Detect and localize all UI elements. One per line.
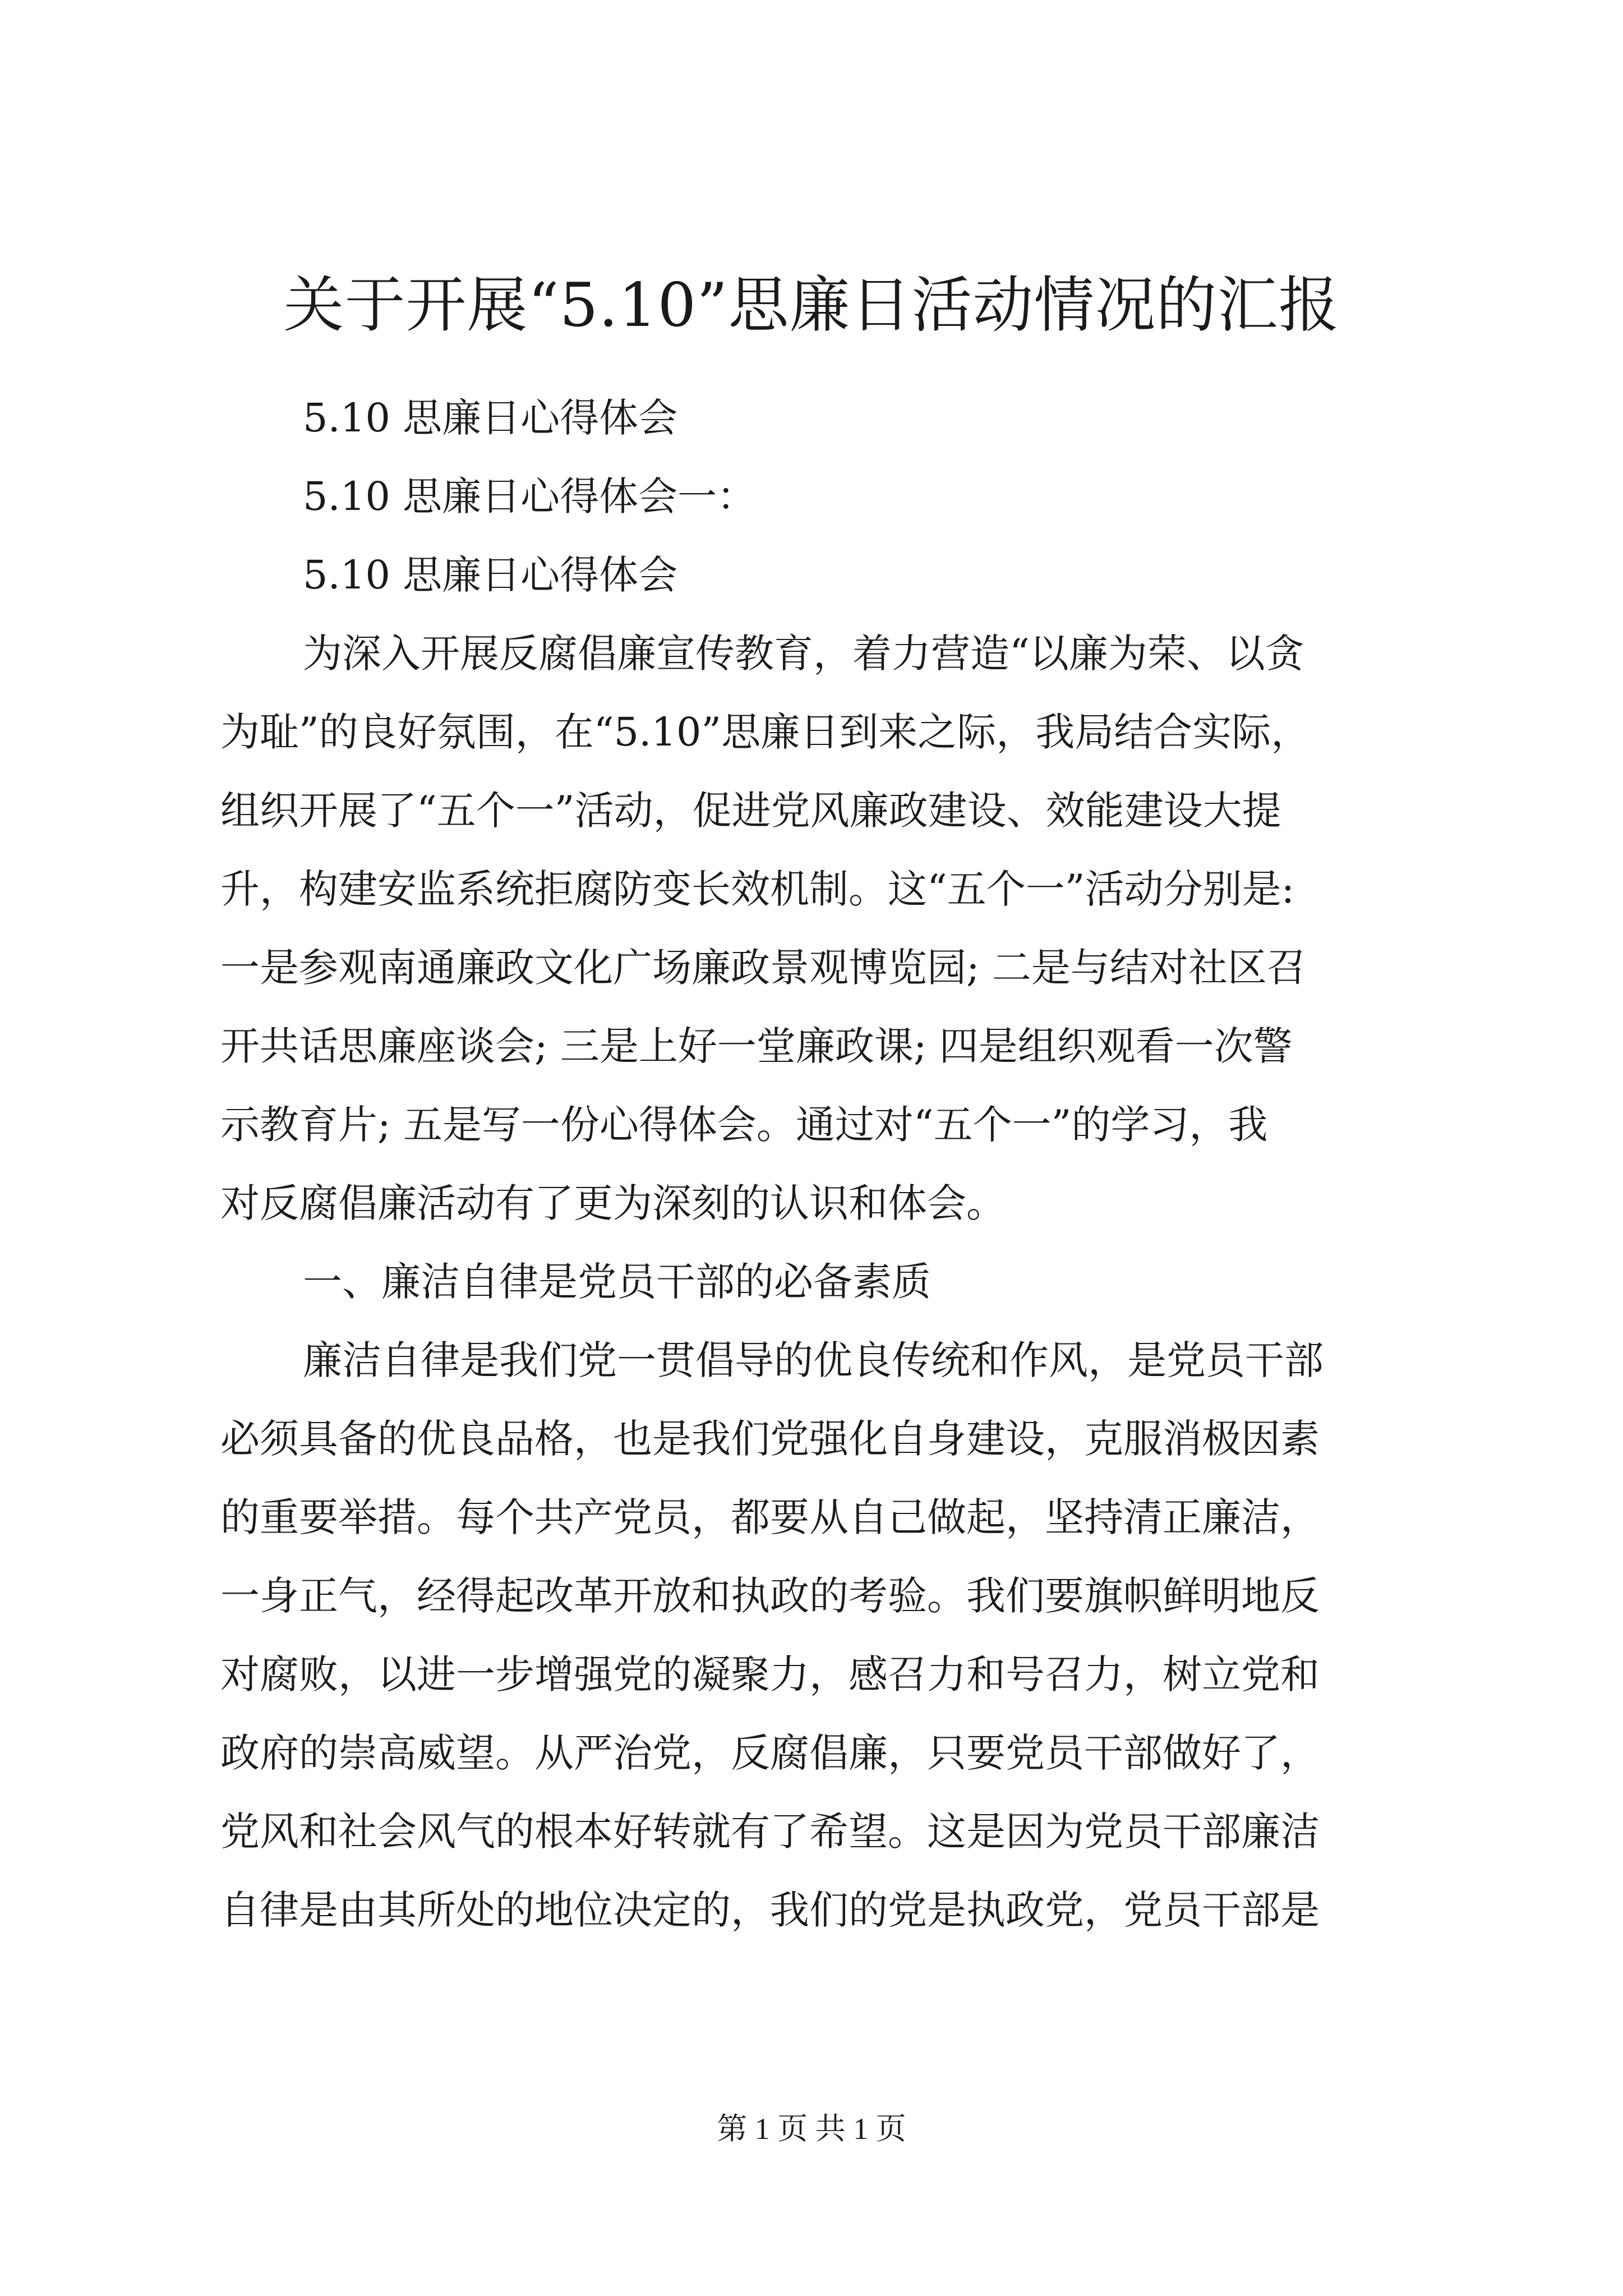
paragraph-line: 党风和社会风气的根本好转就有了希望。这是因为党员干部廉洁 <box>220 1809 1320 1855</box>
paragraph-line: 一是参观南通廉政文化广场廉政景观博览园; 二是与结对社区召 <box>220 945 1306 991</box>
paragraph-line: 一身正气，经得起改革开放和执政的考验。我们要旗帜鲜明地反 <box>220 1573 1320 1619</box>
paragraph-line: 自律是由其所处的地位决定的，我们的党是执政党，党员干部是 <box>220 1887 1320 1933</box>
paragraph-line: 为耻”的良好氛围，在“5.10”思廉日到来之际，我局结合实际， <box>220 709 1311 755</box>
subtitle-line: 5.10 思廉日心得体会一： <box>303 473 757 519</box>
paragraph-line: 廉洁自律是我们党一贯倡导的优良传统和作风，是党员干部 <box>303 1337 1324 1383</box>
page-footer: 第 1 页 共 1 页 <box>717 2112 906 2146</box>
paragraph-line: 政府的崇高威望。从严治党，反腐倡廉，只要党员干部做好了， <box>220 1730 1320 1776</box>
paragraph-line: 对腐败，以进一步增强党的凝聚力，感召力和号召力，树立党和 <box>220 1651 1320 1697</box>
paragraph-line: 必须具备的优良品格，也是我们党强化自身建设，克服消极因素 <box>220 1416 1320 1462</box>
paragraph-line: 升，构建安监系统拒腐防变长效机制。这“五个一”活动分别是: <box>220 866 1295 912</box>
subtitle-line: 5.10 思廉日心得体会 <box>303 395 678 441</box>
paragraph-line: 示教育片; 五是写一份心得体会。通过对“五个一”的学习，我 <box>220 1102 1268 1148</box>
paragraph-line: 组织开展了“五个一”活动，促进党风廉政建设、效能建设大提 <box>220 788 1281 834</box>
paragraph-line: 开共话思廉座谈会; 三是上好一堂廉政课; 四是组织观看一次警 <box>220 1023 1293 1069</box>
section-heading: 一、廉洁自律是党员干部的必备素质 <box>303 1259 931 1305</box>
page-title: 关于开展“5.10”思廉日活动情况的汇报 <box>283 270 1340 341</box>
paragraph-line: 对反腐倡廉活动有了更为深刻的认识和体会。 <box>220 1180 1006 1226</box>
subtitle-line: 5.10 思廉日心得体会 <box>303 552 678 598</box>
paragraph-line: 的重要举措。每个共产党员，都要从自己做起，坚持清正廉洁， <box>220 1494 1320 1540</box>
paragraph-line: 为深入开展反腐倡廉宣传教育，着力营造“以廉为荣、以贪 <box>303 631 1304 677</box>
